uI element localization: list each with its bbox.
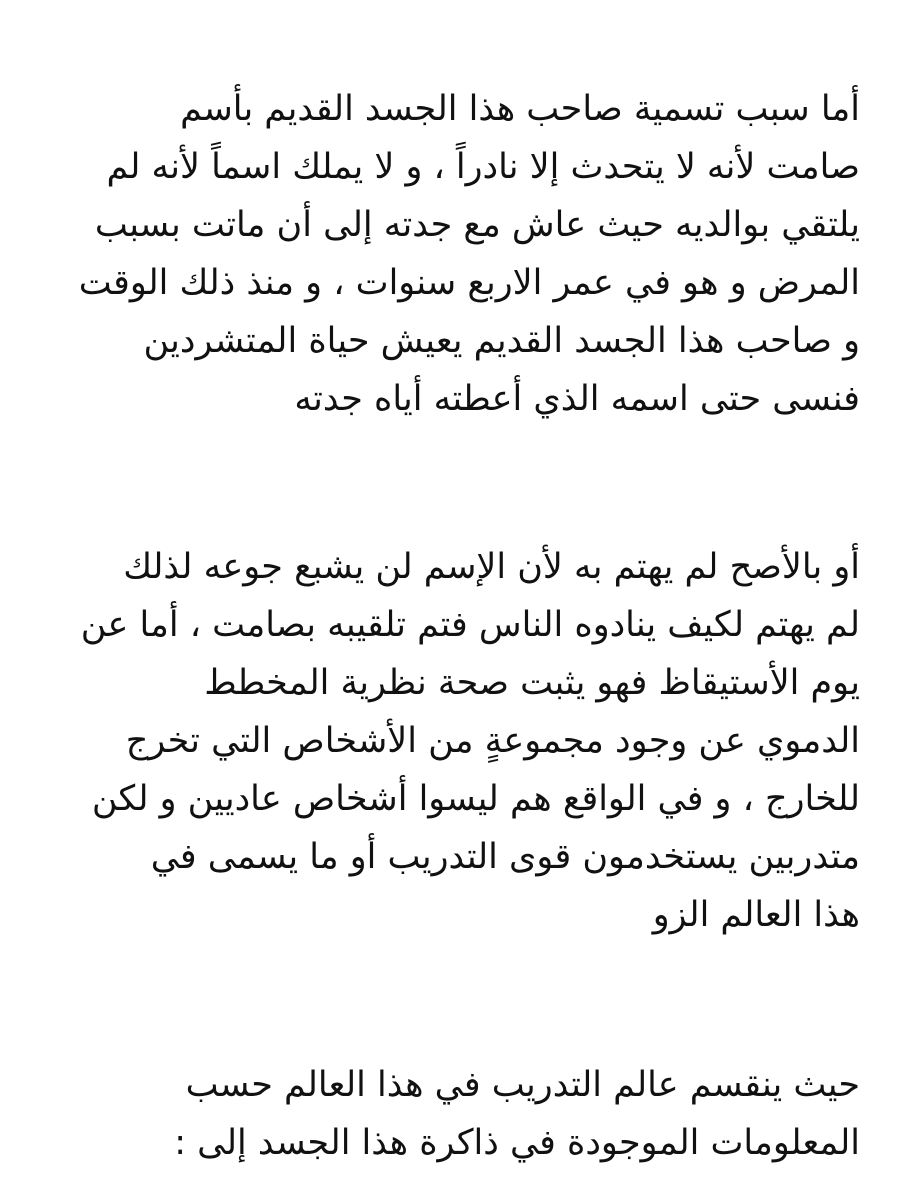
- paragraph-2: [81, 538, 860, 944]
- text-line: يلتقي بوالديه حيث عاش مع جدته إلى أن ماتت بسبب: [94, 205, 860, 245]
- text-line: يوم الأستيقاظ فهو يثبت صحة نظرية المخطط: [204, 663, 860, 703]
- text-line: للخارج ، و في الواقع هم ليسوا أشخاص عاديين و لكن: [91, 779, 860, 819]
- text-line: صامت لأنه لا يتحدث إلا نادراً ، و لا يملك اسماً لأنه لم: [106, 147, 860, 187]
- text-line: متدربين يستخدمون قوى التدريب أو ما يسمى في: [150, 837, 860, 877]
- text-line: أما سبب تسمية صاحب هذا الجسد القديم بأسم: [180, 89, 860, 129]
- text-line: هذا العالم الزو: [652, 895, 860, 935]
- text-line: المعلومات الموجودة في ذاكرة هذا الجسد إلى :: [174, 1123, 860, 1163]
- paragraph-3: [174, 1056, 860, 1172]
- text-line: فنسى حتى اسمه الذي أعطته أياه جدته: [294, 379, 860, 419]
- text-line: المرض و هو في عمر الاربع سنوات ، و منذ ذلك الوقت: [78, 263, 860, 303]
- text-line: حيث ينقسم عالم التدريب في هذا العالم حسب: [185, 1065, 860, 1105]
- text-line: الدموي عن وجود مجموعةٍ من الأشخاص التي تخرج: [125, 721, 860, 761]
- text-line: لم يهتم لكيف ينادوه الناس فتم تلقيبه بصامت ، أما عن: [80, 605, 860, 645]
- text-line: أو بالأصح لم يهتم به لأن الإسم لن يشبع جوعه لذلك: [123, 547, 860, 587]
- text-line: و صاحب هذا الجسد القديم يعيش حياة المتشردين: [143, 321, 860, 361]
- paragraph-1: [79, 80, 860, 428]
